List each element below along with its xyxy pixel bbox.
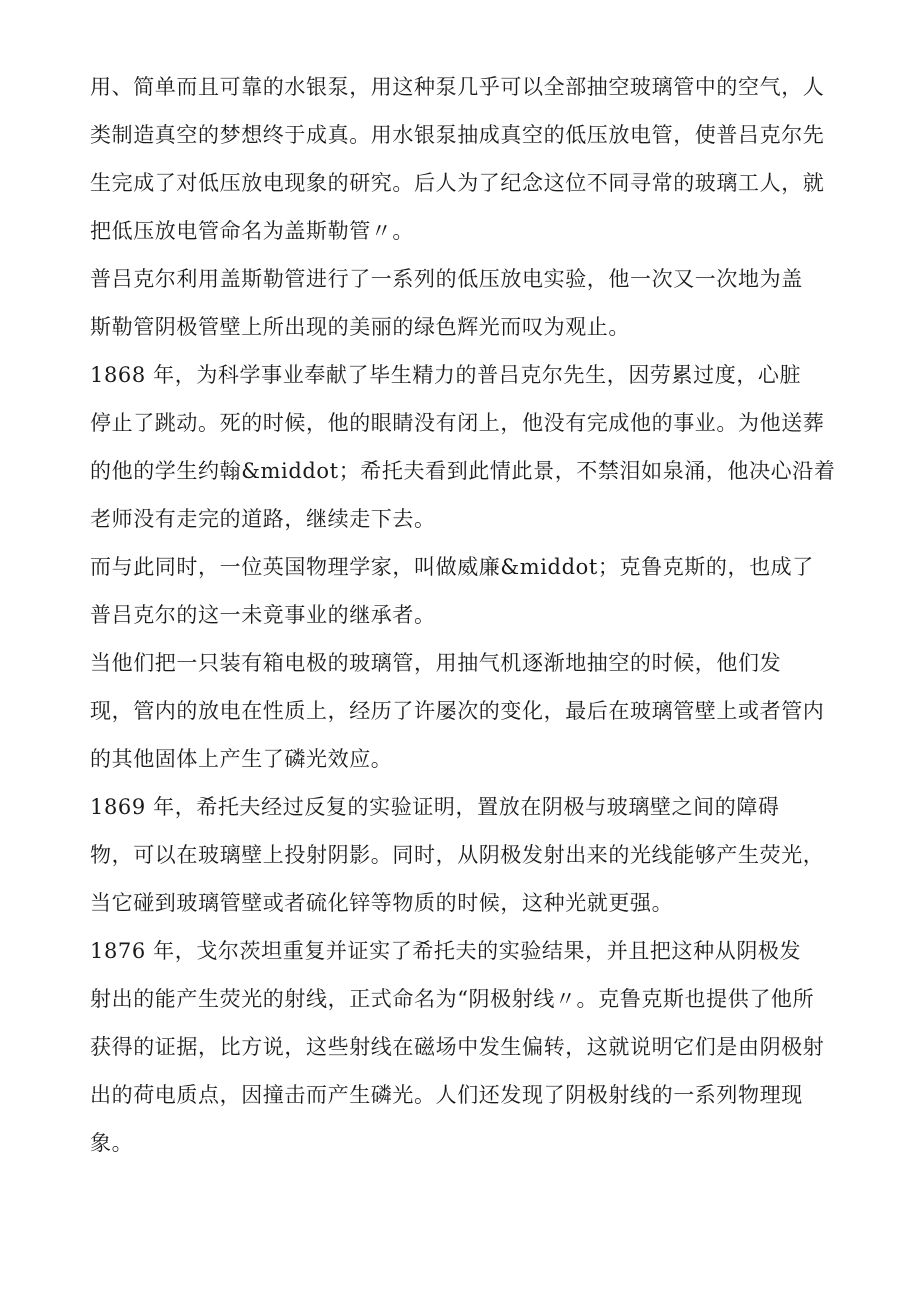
paragraph-1 (90, 63, 860, 255)
text-line: 老师没有走完的道路，继续走下去。 (90, 507, 436, 531)
paragraph-4 (90, 543, 860, 639)
text-line: 而与此同时，一位英国物理学家，叫做威廉&middot；克鲁克斯的，也成了 (90, 555, 814, 579)
text-line: 当它碰到玻璃管壁或者硫化锌等物质的时候，这种光就更强。 (90, 891, 674, 915)
paragraph-2 (90, 255, 860, 351)
text-line: 1868 年，为科学事业奉献了毕生精力的普吕克尔先生，因劳累过度，心脏 (90, 363, 802, 387)
text-line: 物，可以在玻璃壁上投射阴影。同时，从阴极发射出来的光线能够产生荧光， (90, 843, 825, 867)
text-line: 普吕克尔的这一未竟事业的继承者。 (90, 603, 436, 627)
text-line: 生完成了对低压放电现象的研究。后人为了纪念这位不同寻常的玻璃工人，就 (90, 171, 825, 195)
text-line: 停止了跳动。死的时候，他的眼睛没有闭上，他没有完成他的事业。为他送葬 (90, 411, 825, 435)
text-line: 1869 年，希托夫经过反复的实验证明，置放在阴极与玻璃壁之间的障碍 (90, 795, 780, 819)
text-line: 获得的证据，比方说，这些射线在磁场中发生偏转，这就说明它们是由阴极射 (90, 1035, 825, 1059)
text-line: 斯勒管阴极管壁上所出现的美丽的绿色辉光而叹为观止。 (90, 315, 630, 339)
text-line: 把低压放电管命名为盖斯勒管〃。 (90, 219, 414, 243)
text-line: 的其他固体上产生了磷光效应。 (90, 747, 393, 771)
paragraph-6 (90, 783, 860, 927)
text-line: 普吕克尔利用盖斯勒管进行了一系列的低压放电实验，他一次又一次地为盖 (90, 267, 803, 291)
text-line: 类制造真空的梦想终于成真。用水银泵抽成真空的低压放电管，使普吕克尔先 (90, 123, 825, 147)
text-line: 当他们把一只装有箱电极的玻璃管，用抽气机逐渐地抽空的时候，他们发 (90, 651, 782, 675)
text-line: 象。 (90, 1131, 134, 1155)
document-body (90, 63, 860, 1167)
text-line: 射出的能产生荧光的射线，正式命名为“阴极射线〃。克鲁克斯也提供了他所 (90, 987, 815, 1011)
text-line: 用、简单而且可靠的水银泵，用这种泵几乎可以全部抽空玻璃管中的空气，人 (90, 75, 825, 99)
text-line: 现，管内的放电在性质上，经历了许屡次的变化，最后在玻璃管壁上或者管内 (90, 699, 825, 723)
paragraph-5 (90, 639, 860, 783)
paragraph-7 (90, 927, 860, 1167)
paragraph-3 (90, 351, 860, 543)
text-line: 的他的学生约翰&middot；希托夫看到此情此景，不禁泪如泉涌，他决心沿着 (90, 459, 836, 483)
text-line: 出的荷电质点，因撞击而产生磷光。人们还发现了阴极射线的一系列物理现 (90, 1083, 803, 1107)
text-line: 1876 年，戈尔茨坦重复并证实了希托夫的实验结果，并且把这种从阴极发 (90, 939, 802, 963)
